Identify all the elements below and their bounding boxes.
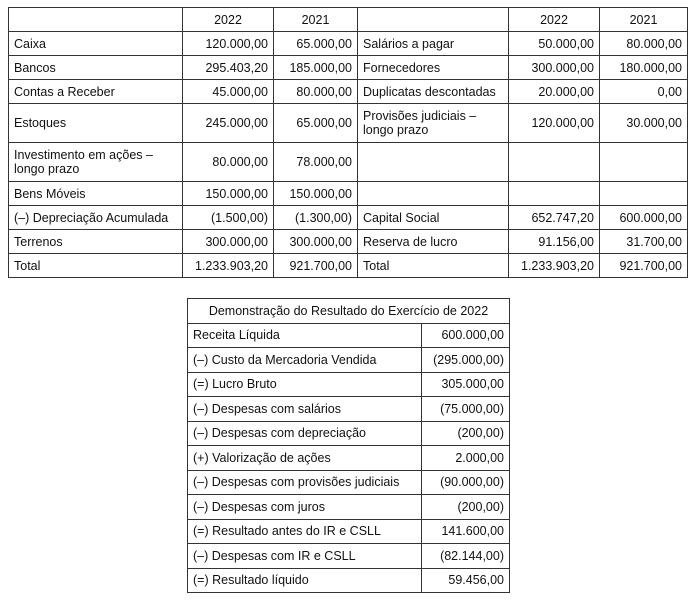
- asset-value-2022: (1.500,00): [183, 206, 274, 230]
- liability-value-2022: [509, 182, 600, 206]
- liability-value-2022: 50.000,00: [509, 32, 600, 56]
- asset-value-2022: 300.000,00: [183, 230, 274, 254]
- liability-value-2022: 91.156,00: [509, 230, 600, 254]
- income-statement-row: [188, 372, 510, 397]
- liability-label: Fornecedores: [358, 56, 509, 80]
- liability-value-2022: 652.747,20: [509, 206, 600, 230]
- liability-label: Duplicatas descontadas: [358, 80, 509, 104]
- income-statement-row: [188, 544, 510, 569]
- income-statement-row: [188, 519, 510, 544]
- income-line-value: 59.456,00: [422, 568, 510, 593]
- income-statement-row: [188, 348, 510, 373]
- liability-label: [358, 182, 509, 206]
- liability-value-2021: [600, 182, 688, 206]
- income-statement-row: [188, 323, 510, 348]
- asset-label: Contas a Receber: [9, 80, 183, 104]
- income-statement-row: [188, 495, 510, 520]
- balance-sheet-row: [9, 206, 688, 230]
- income-line-value: (200,00): [422, 421, 510, 446]
- income-statement-title-row: [188, 299, 510, 324]
- liability-value-2022: 20.000,00: [509, 80, 600, 104]
- balance-sheet-body: [9, 8, 688, 278]
- liability-value-2022: 1.233.903,20: [509, 254, 600, 278]
- asset-value-2022: 1.233.903,20: [183, 254, 274, 278]
- asset-label: Investimento em ações – longo prazo: [9, 143, 183, 182]
- income-statement-row: [188, 568, 510, 593]
- asset-value-2021: 80.000,00: [274, 80, 358, 104]
- asset-value-2022: 80.000,00: [183, 143, 274, 182]
- income-line-label: (–) Despesas com IR e CSLL: [188, 544, 422, 569]
- asset-label: Bancos: [9, 56, 183, 80]
- balance-sheet-row: [9, 254, 688, 278]
- asset-value-2021: 921.700,00: [274, 254, 358, 278]
- income-statement-row: [188, 446, 510, 471]
- income-line-label: (–) Despesas com salários: [188, 397, 422, 422]
- year-header: 2022: [509, 8, 600, 32]
- liability-value-2021: 180.000,00: [600, 56, 688, 80]
- income-line-label: Receita Líquida: [188, 323, 422, 348]
- asset-label: Terrenos: [9, 230, 183, 254]
- asset-value-2022: 120.000,00: [183, 32, 274, 56]
- asset-label: Bens Móveis: [9, 182, 183, 206]
- year-header: 2021: [274, 8, 358, 32]
- asset-label: (–) Depreciação Acumulada: [9, 206, 183, 230]
- liability-label: Capital Social: [358, 206, 509, 230]
- liability-label: Provisões judiciais – longo prazo: [358, 104, 509, 143]
- balance-sheet-row: [9, 32, 688, 56]
- asset-value-2022: 295.403,20: [183, 56, 274, 80]
- income-statement-title: Demonstração do Resultado do Exercício de 2022: [188, 299, 510, 324]
- year-header: 2022: [183, 8, 274, 32]
- asset-value-2021: 150.000,00: [274, 182, 358, 206]
- asset-value-2021: 65.000,00: [274, 104, 358, 143]
- income-line-value: (90.000,00): [422, 470, 510, 495]
- income-line-value: (295.000,00): [422, 348, 510, 373]
- liability-value-2022: [509, 143, 600, 182]
- income-line-value: (75.000,00): [422, 397, 510, 422]
- income-line-label: (–) Despesas com juros: [188, 495, 422, 520]
- balance-sheet-row: [9, 80, 688, 104]
- liability-value-2021: 600.000,00: [600, 206, 688, 230]
- asset-value-2021: 78.000,00: [274, 143, 358, 182]
- asset-label: Estoques: [9, 104, 183, 143]
- income-line-label: (+) Valorização de ações: [188, 446, 422, 471]
- liability-value-2021: 921.700,00: [600, 254, 688, 278]
- asset-value-2021: 65.000,00: [274, 32, 358, 56]
- income-line-label: (=) Resultado líquido: [188, 568, 422, 593]
- income-line-value: (82.144,00): [422, 544, 510, 569]
- asset-value-2022: 150.000,00: [183, 182, 274, 206]
- asset-value-2021: (1.300,00): [274, 206, 358, 230]
- liability-value-2021: 0,00: [600, 80, 688, 104]
- balance-sheet-header-row: [9, 8, 688, 32]
- year-header: 2021: [600, 8, 688, 32]
- income-statement-body: [188, 299, 510, 593]
- balance-sheet-row: [9, 56, 688, 80]
- header-cell-empty: [9, 8, 183, 32]
- liability-value-2022: 300.000,00: [509, 56, 600, 80]
- income-line-value: 2.000,00: [422, 446, 510, 471]
- asset-value-2022: 245.000,00: [183, 104, 274, 143]
- header-cell-empty: [358, 8, 509, 32]
- income-line-value: (200,00): [422, 495, 510, 520]
- liability-value-2021: [600, 143, 688, 182]
- balance-sheet-row: [9, 104, 688, 143]
- income-statement-row: [188, 397, 510, 422]
- asset-label: Caixa: [9, 32, 183, 56]
- asset-value-2022: 45.000,00: [183, 80, 274, 104]
- asset-value-2021: 300.000,00: [274, 230, 358, 254]
- income-line-value: 141.600,00: [422, 519, 510, 544]
- asset-value-2021: 185.000,00: [274, 56, 358, 80]
- liability-label: Salários a pagar: [358, 32, 509, 56]
- liability-label: Reserva de lucro: [358, 230, 509, 254]
- balance-sheet-row: [9, 143, 688, 182]
- income-line-label: (–) Despesas com depreciação: [188, 421, 422, 446]
- balance-sheet-row: [9, 182, 688, 206]
- balance-sheet-row: [9, 230, 688, 254]
- liability-value-2021: 80.000,00: [600, 32, 688, 56]
- liability-value-2021: 31.700,00: [600, 230, 688, 254]
- income-line-label: (–) Custo da Mercadoria Vendida: [188, 348, 422, 373]
- income-line-label: (–) Despesas com provisões judiciais: [188, 470, 422, 495]
- balance-sheet-table: [8, 7, 688, 278]
- liability-label: [358, 143, 509, 182]
- liability-label: Total: [358, 254, 509, 278]
- income-line-value: 600.000,00: [422, 323, 510, 348]
- income-statement-table: [187, 298, 510, 593]
- liability-value-2021: 30.000,00: [600, 104, 688, 143]
- liability-value-2022: 120.000,00: [509, 104, 600, 143]
- asset-label: Total: [9, 254, 183, 278]
- income-line-label: (=) Lucro Bruto: [188, 372, 422, 397]
- income-statement-row: [188, 470, 510, 495]
- income-line-value: 305.000,00: [422, 372, 510, 397]
- income-line-label: (=) Resultado antes do IR e CSLL: [188, 519, 422, 544]
- income-statement-row: [188, 421, 510, 446]
